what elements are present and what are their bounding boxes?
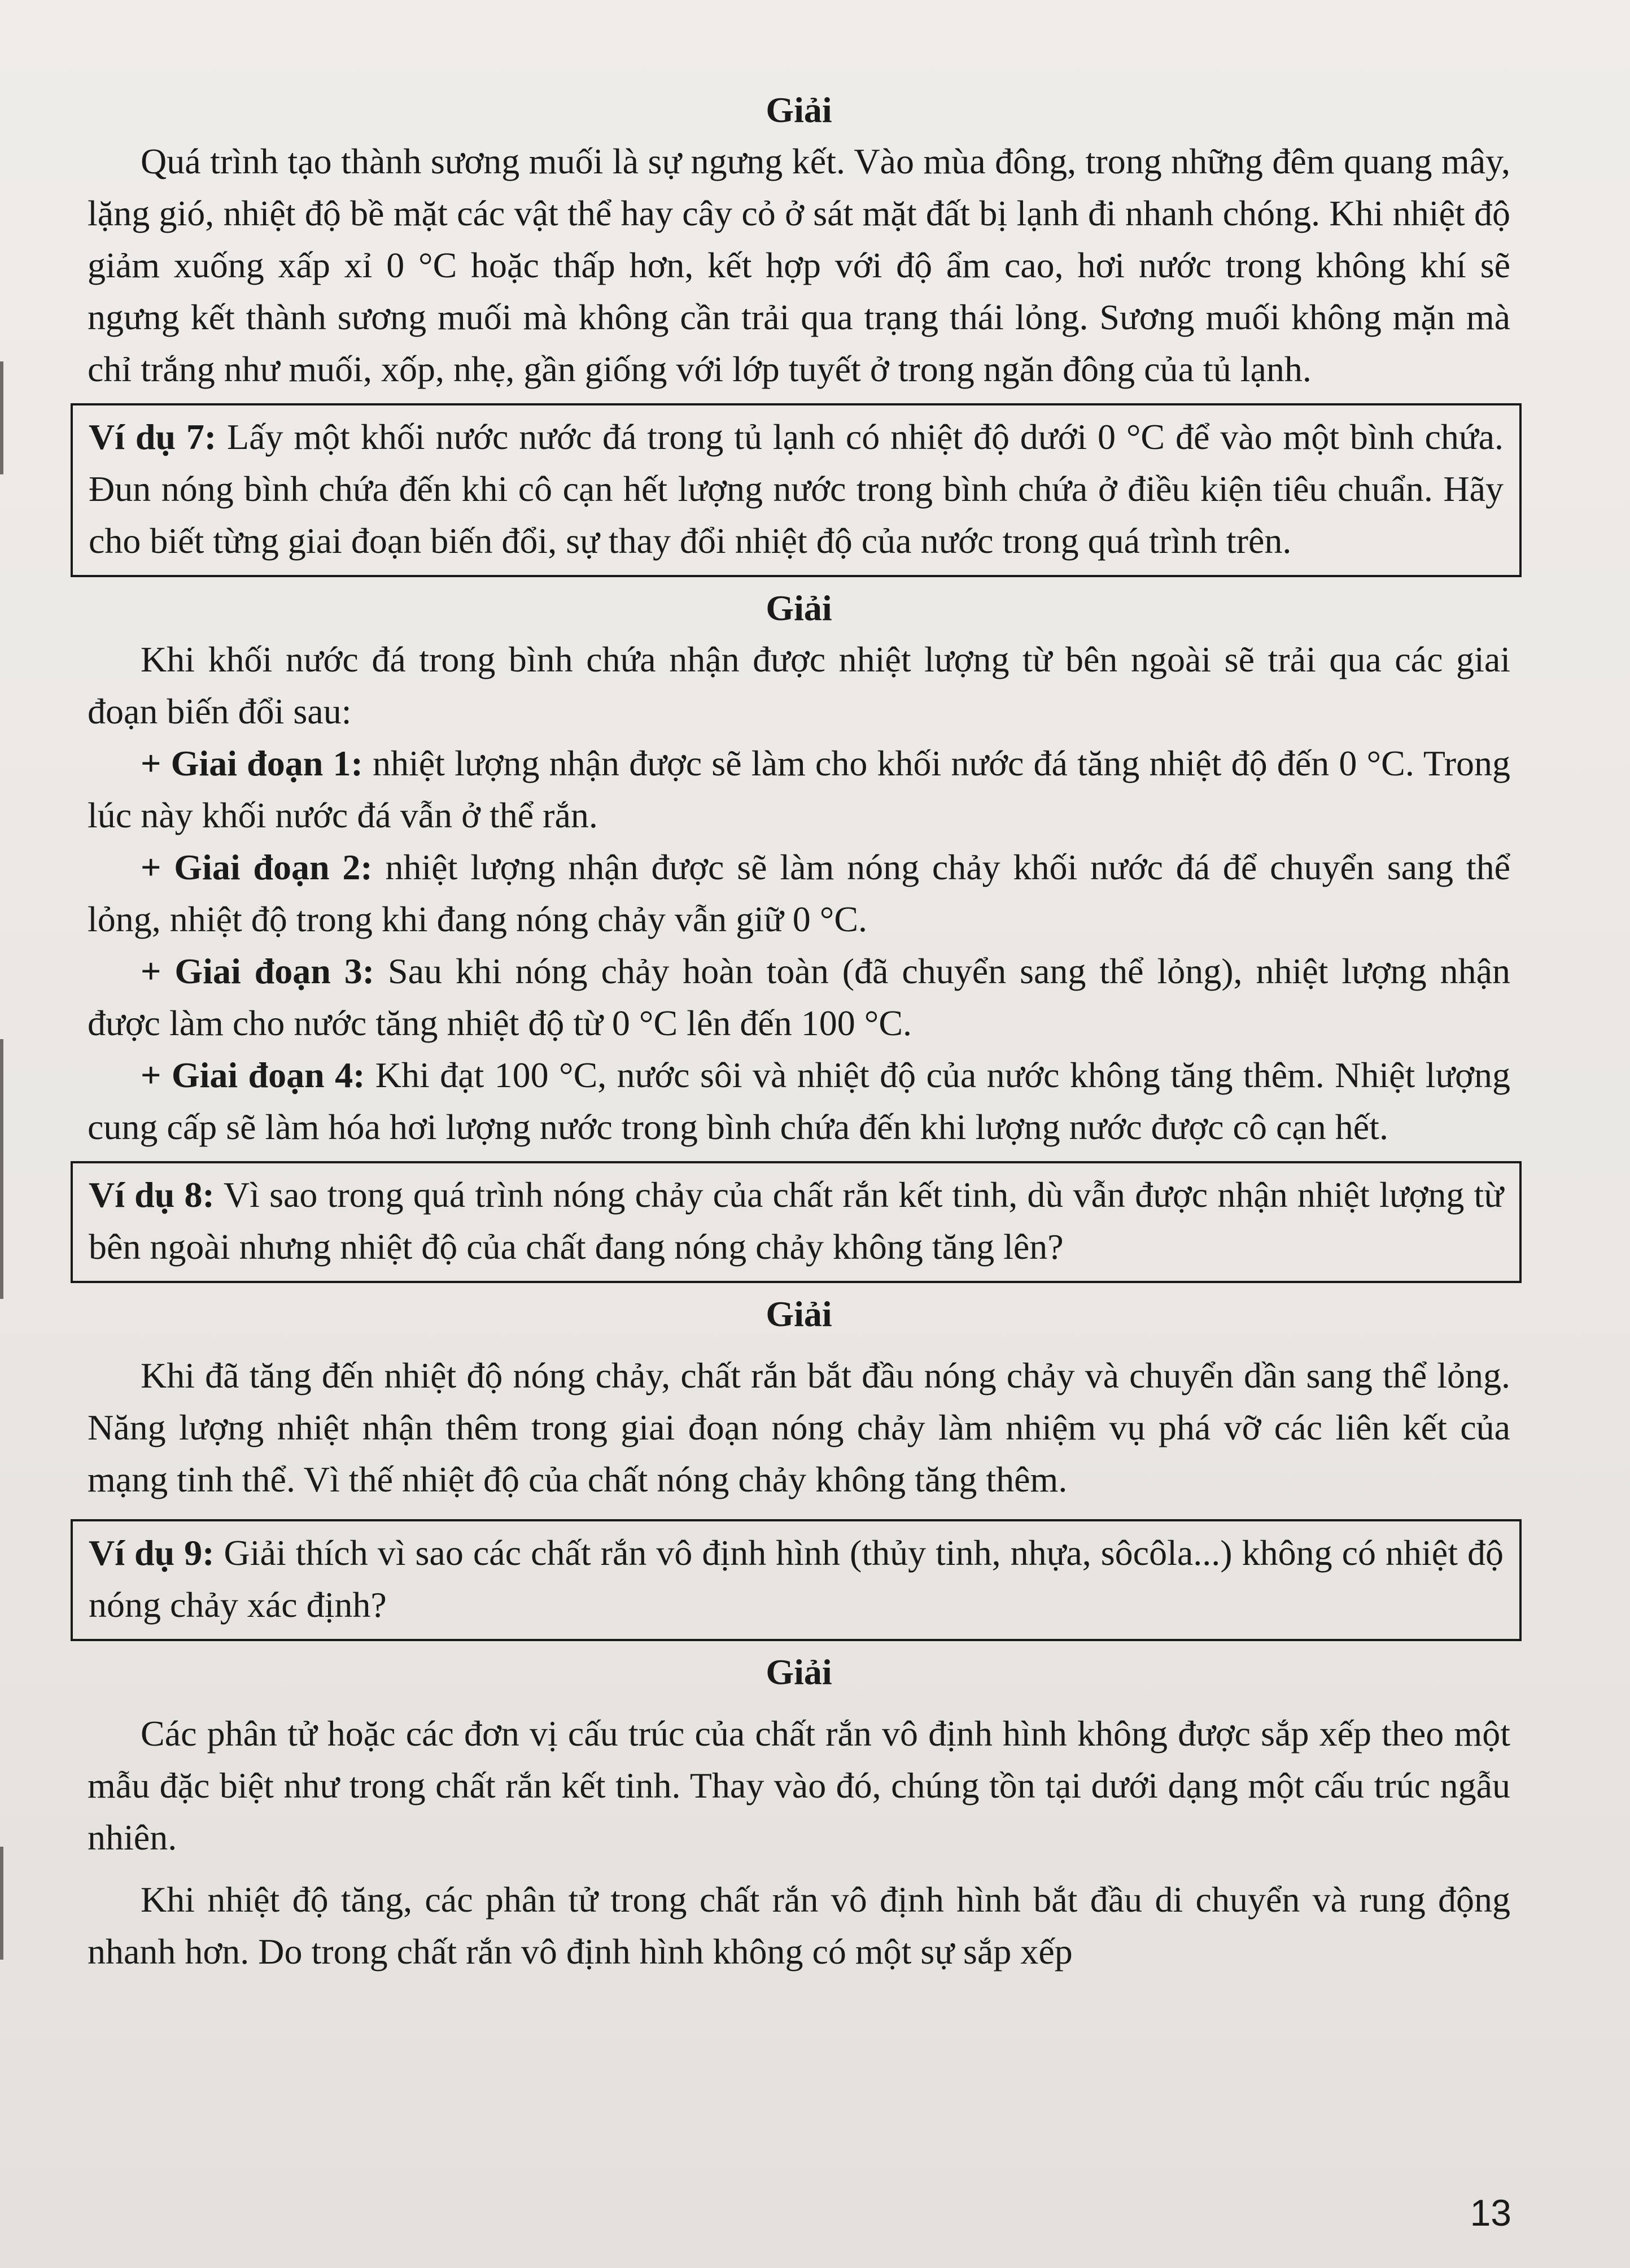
stage-text: nhiệt lượng nhận được sẽ làm cho khối nước đá tăng nhiệt độ đến 0 °C. Trong lúc này khối nước đá vẫn ở thể rắn. — [88, 743, 1511, 835]
stage-2 — [88, 841, 1510, 945]
stage-label: + Giai đoạn 3: — [141, 951, 375, 991]
example-9-label: Ví dụ 9: — [89, 1533, 215, 1573]
solution-8-paragraph: Khi đã tăng đến nhiệt độ nóng chảy, chất rắn bắt đầu nóng chảy và chuyển dần sang thể lỏng. Năng lượng nhiệt nhận thêm trong giai đoạn nóng chảy làm nhiệm vụ phá vỡ các liên kết của mạng tinh thể. Vì thế nhiệt độ của chất nóng chảy không tăng thêm. — [88, 1355, 1510, 1499]
example-7-label: Ví dụ 7: — [89, 417, 217, 457]
stage-4 — [88, 1049, 1510, 1153]
solution-9-paragraph-2: Khi nhiệt độ tăng, các phân tử trong chất rắn vô định hình bắt đầu di chuyển và rung động nhanh hơn. Do trong chất rắn vô định hình không có một sự sắp xếp — [88, 1879, 1510, 1972]
stage-label: + Giai đoạn 1: — [141, 743, 363, 783]
example-9-text — [89, 1527, 1504, 1631]
example-8-question: Vì sao trong quá trình nóng chảy của chất rắn kết tinh, dù vẫn được nhận nhiệt lượng từ bên ngoài nhưng nhiệt độ của chất đang nóng chảy không tăng lên? — [89, 1175, 1504, 1267]
page-edge-mark — [0, 1039, 3, 1299]
stage-3 — [88, 945, 1510, 1049]
stage-text: Khi đạt 100 °C, nước sôi và nhiệt độ của nước không tăng thêm. Nhiệt lượng cung cấp sẽ làm hóa hơi lượng nước trong bình chứa đến khi lượng nước được cô cạn hết. — [88, 1055, 1511, 1147]
solution-heading: Giải — [766, 1294, 832, 1334]
example-7-question: Lấy một khối nước nước đá trong tủ lạnh có nhiệt độ dưới 0 °C để vào một bình chứa. Đun nóng bình chứa đến khi cô cạn hết lượng nước trong bình chứa ở điều kiện tiêu chuẩn. Hãy cho biết từng giai đoạn biến đổi, sự thay đổi nhiệt độ của nước trong quá trình trên. — [89, 417, 1504, 561]
stage-text: nhiệt lượng nhận được sẽ làm nóng chảy khối nước đá để chuyển sang thể lỏng, nhiệt độ trong khi đang nóng chảy vẫn giữ 0 °C. — [88, 847, 1511, 939]
solution-heading: Giải — [766, 1652, 832, 1692]
solution-heading: Giải — [766, 90, 832, 130]
stage-label: + Giai đoạn 4: — [141, 1055, 365, 1095]
stage-label: + Giai đoạn 2: — [141, 847, 373, 887]
solution-7-intro: Khi khối nước đá trong bình chứa nhận được nhiệt lượng từ bên ngoài sẽ trải qua các giai đoạn biến đổi sau: — [88, 639, 1510, 731]
example-9-question: Giải thích vì sao các chất rắn vô định hình (thủy tinh, nhựa, sôcôla...) không có nhiệt độ nóng chảy xác định? — [89, 1533, 1504, 1625]
solution-9-paragraph-1: Các phân tử hoặc các đơn vị cấu trúc của chất rắn vô định hình không được sắp xếp theo một mẫu đặc biệt như trong chất rắn kết tinh. Thay vào đó, chúng tồn tại dưới dạng một cấu trúc ngẫu nhiên. — [88, 1713, 1510, 1857]
stage-1 — [88, 738, 1510, 841]
solution-paragraph: Quá trình tạo thành sương muối là sự ngưng kết. Vào mùa đông, trong những đêm quang mây, lặng gió, nhiệt độ bề mặt các vật thể hay cây cỏ ở sát mặt đất bị lạnh đi nhanh chóng. Khi nhiệt độ giảm xuống xấp xỉ 0 °C hoặc thấp hơn, kết hợp với độ ẩm cao, hơi nước trong không khí sẽ ngưng kết thành sương muối mà không cần trải qua trạng thái lỏng. Sương muối không mặn mà chỉ trắng như muối, xốp, nhẹ, gần giống với lớp tuyết ở trong ngăn đông của tủ lạnh. — [88, 141, 1510, 389]
solution-heading: Giải — [766, 588, 832, 628]
stage-text: Sau khi nóng chảy hoàn toàn (đã chuyển sang thể lỏng), nhiệt lượng nhận được làm cho nước tăng nhiệt độ từ 0 °C lên đến 100 °C. — [88, 951, 1511, 1043]
page-content — [88, 85, 1510, 1978]
page-number: 13 — [1470, 2192, 1511, 2234]
example-7-box — [71, 403, 1522, 577]
example-7-text — [89, 411, 1504, 567]
page-edge-mark — [0, 361, 3, 474]
example-8-box — [71, 1161, 1522, 1283]
example-8-label: Ví dụ 8: — [89, 1175, 215, 1215]
example-9-box — [71, 1519, 1522, 1641]
example-8-text — [89, 1169, 1504, 1273]
page-edge-mark — [0, 1847, 3, 1960]
